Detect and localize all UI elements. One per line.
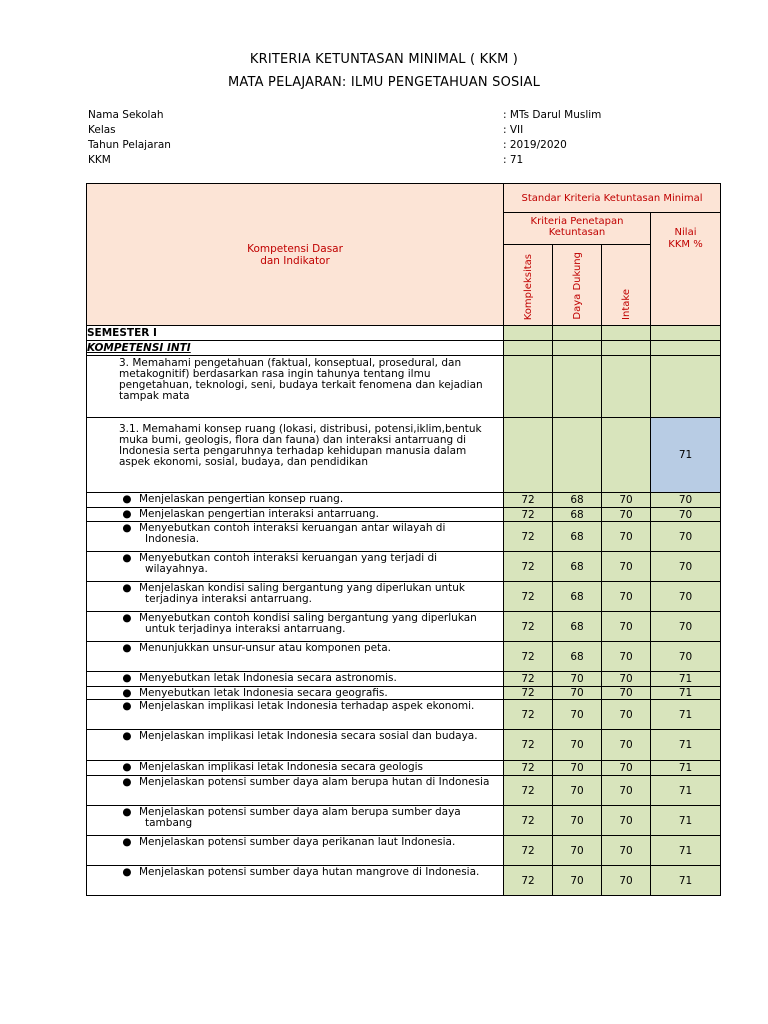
empty-cell bbox=[651, 341, 721, 356]
kompleksitas-value: 72 bbox=[504, 866, 553, 896]
kompleksitas-value: 72 bbox=[504, 730, 553, 761]
kompetensi-inti-label: KOMPETENSI INTI bbox=[87, 341, 504, 356]
nilai-kkm-value: 71 bbox=[651, 761, 721, 776]
indicator-text: Menyebutkan contoh interaksi keruangan yang terjadi di wilayahnya. bbox=[139, 552, 438, 575]
empty-cell bbox=[602, 326, 651, 341]
intake-value: 70 bbox=[602, 761, 651, 776]
indicator-text: Menunjukkan unsur-unsur atau komponen peta. bbox=[139, 642, 391, 654]
bullet-icon: ● bbox=[122, 508, 132, 520]
indicator-row bbox=[87, 776, 721, 806]
bullet-icon: ● bbox=[122, 582, 132, 594]
kd31-nilai: 71 bbox=[651, 418, 721, 493]
bullet-icon: ● bbox=[122, 776, 132, 788]
indicator-row bbox=[87, 672, 721, 687]
kompleksitas-value: 72 bbox=[504, 642, 553, 672]
kompleksitas-value: 72 bbox=[504, 552, 553, 582]
nilai-kkm-value: 71 bbox=[651, 672, 721, 687]
nilai-kkm-value: 70 bbox=[651, 493, 721, 508]
intake-value: 70 bbox=[602, 493, 651, 508]
nilai-kkm-value: 71 bbox=[651, 687, 721, 700]
indicator-text: Menjelaskan potensi sumber daya alam berupa sumber daya tambang bbox=[139, 806, 461, 829]
indicator-text-cell bbox=[87, 700, 504, 730]
empty-cell bbox=[651, 326, 721, 341]
indicator-text-cell bbox=[87, 806, 504, 836]
bullet-icon: ● bbox=[122, 866, 132, 878]
daya-dukung-value: 68 bbox=[553, 612, 602, 642]
info-label: KKM bbox=[88, 154, 111, 166]
intake-value: 70 bbox=[602, 672, 651, 687]
intake-value: 70 bbox=[602, 806, 651, 836]
daya-dukung-value: 70 bbox=[553, 866, 602, 896]
info-value: : 71 bbox=[503, 154, 524, 166]
indicator-row bbox=[87, 866, 721, 896]
info-value: : MTs Darul Muslim bbox=[503, 109, 602, 121]
document-subtitle: MATA PELAJARAN: ILMU PENGETAHUAN SOSIAL bbox=[227, 75, 541, 90]
info-value: : 2019/2020 bbox=[503, 139, 567, 151]
header-kompleksitas bbox=[504, 245, 553, 326]
indicator-text-cell bbox=[87, 836, 504, 866]
indicator-row bbox=[87, 730, 721, 761]
header-standar: Standar Kriteria Ketuntasan Minimal bbox=[504, 184, 721, 213]
daya-dukung-value: 70 bbox=[553, 730, 602, 761]
header-kompetensi-dasar bbox=[87, 184, 504, 326]
indicator-row bbox=[87, 508, 721, 522]
empty-cell bbox=[504, 326, 553, 341]
kompleksitas-value: 72 bbox=[504, 612, 553, 642]
intake-value: 70 bbox=[602, 642, 651, 672]
kd31-row bbox=[87, 418, 721, 493]
empty-cell bbox=[602, 341, 651, 356]
intake-value: 70 bbox=[602, 700, 651, 730]
header-kriteria bbox=[504, 213, 651, 245]
indicator-text-cell bbox=[87, 508, 504, 522]
indicator-row bbox=[87, 522, 721, 552]
intake-value: 70 bbox=[602, 508, 651, 522]
nilai-kkm-value: 70 bbox=[651, 552, 721, 582]
intake-value: 70 bbox=[602, 836, 651, 866]
indicator-text: Menjelaskan pengertian interaksi antarruang. bbox=[139, 508, 379, 520]
bullet-icon: ● bbox=[122, 700, 132, 712]
kompleksitas-value: 72 bbox=[504, 522, 553, 552]
indicator-text-cell bbox=[87, 730, 504, 761]
indicator-text-cell bbox=[87, 582, 504, 612]
daya-dukung-value: 70 bbox=[553, 687, 602, 700]
kompleksitas-value: 72 bbox=[504, 700, 553, 730]
header-kriteria-line2: Ketuntasan bbox=[548, 227, 606, 238]
kompleksitas-value: 72 bbox=[504, 776, 553, 806]
bullet-icon: ● bbox=[122, 687, 132, 699]
indicator-text-cell bbox=[87, 552, 504, 582]
bullet-icon: ● bbox=[122, 730, 132, 742]
empty-cell bbox=[553, 326, 602, 341]
indicator-text-cell bbox=[87, 642, 504, 672]
nilai-kkm-value: 70 bbox=[651, 582, 721, 612]
nilai-kkm-value: 71 bbox=[651, 866, 721, 896]
indicator-row bbox=[87, 700, 721, 730]
kompleksitas-value: 72 bbox=[504, 582, 553, 612]
bullet-icon: ● bbox=[122, 672, 132, 684]
nilai-kkm-value: 70 bbox=[651, 612, 721, 642]
intake-value: 70 bbox=[602, 687, 651, 700]
indicator-text: Menjelaskan potensi sumber daya alam berupa hutan di Indonesia bbox=[139, 776, 490, 788]
indicator-text-cell bbox=[87, 612, 504, 642]
indicator-text-cell bbox=[87, 493, 504, 508]
indicator-text: Menyebutkan letak Indonesia secara geografis. bbox=[139, 687, 388, 699]
nilai-kkm-value: 70 bbox=[651, 508, 721, 522]
indicator-text: Menjelaskan implikasi letak Indonesia terhadap aspek ekonomi. bbox=[139, 700, 475, 712]
header-nilai-kkm bbox=[651, 213, 721, 326]
kompleksitas-value: 72 bbox=[504, 687, 553, 700]
header-intake-label: Intake bbox=[620, 289, 632, 320]
intake-value: 70 bbox=[602, 552, 651, 582]
bullet-icon: ● bbox=[122, 552, 132, 564]
header-kriteria-line1: Kriteria Penetapan bbox=[530, 216, 624, 227]
indicator-text-cell bbox=[87, 672, 504, 687]
header-daya-dukung bbox=[553, 245, 602, 326]
daya-dukung-value: 68 bbox=[553, 508, 602, 522]
kompleksitas-value: 72 bbox=[504, 493, 553, 508]
intake-value: 70 bbox=[602, 612, 651, 642]
kompleksitas-value: 72 bbox=[504, 672, 553, 687]
indicator-text: Menyebutkan letak Indonesia secara astronomis. bbox=[139, 672, 397, 684]
intake-value: 70 bbox=[602, 582, 651, 612]
intake-value: 70 bbox=[602, 730, 651, 761]
kompetensi-inti-row bbox=[87, 341, 721, 356]
indicator-row bbox=[87, 642, 721, 672]
daya-dukung-value: 70 bbox=[553, 672, 602, 687]
ki3-text: 3. Memahami pengetahuan (faktual, konseptual, prosedural, dan metakognitif) berdasarkan rasa ingin tahunya tentang ilmu pengetahuan, teknologi, seni, budaya terkait fenomena dan kejadian tampak mata bbox=[87, 356, 504, 418]
daya-dukung-value: 68 bbox=[553, 642, 602, 672]
intake-value: 70 bbox=[602, 866, 651, 896]
indicator-text-cell bbox=[87, 776, 504, 806]
indicator-text-cell bbox=[87, 687, 504, 700]
nilai-kkm-value: 71 bbox=[651, 836, 721, 866]
bullet-icon: ● bbox=[122, 493, 132, 505]
kd31-text: 3.1. Memahami konsep ruang (lokasi, distribusi, potensi,iklim,bentuk muka bumi, geologis, flora dan fauna) dan interaksi antarruang di Indonesia serta pengaruhnya terhadap kehidupan manusia dalam aspek ekonomi, sosial, budaya, dan pendidikan bbox=[87, 418, 504, 493]
empty-cell bbox=[504, 356, 553, 418]
daya-dukung-value: 70 bbox=[553, 836, 602, 866]
header-kd-line2: dan Indikator bbox=[260, 254, 330, 267]
indicator-row bbox=[87, 552, 721, 582]
intake-value: 70 bbox=[602, 522, 651, 552]
bullet-icon: ● bbox=[122, 522, 132, 534]
indicator-row bbox=[87, 836, 721, 866]
daya-dukung-value: 68 bbox=[553, 552, 602, 582]
semester-label: SEMESTER I bbox=[87, 326, 504, 341]
indicator-text: Menjelaskan potensi sumber daya hutan mangrove di Indonesia. bbox=[139, 866, 480, 878]
indicator-row bbox=[87, 687, 721, 700]
bullet-icon: ● bbox=[122, 642, 132, 654]
nilai-kkm-value: 71 bbox=[651, 776, 721, 806]
indicator-text-cell bbox=[87, 761, 504, 776]
document-title: KRITERIA KETUNTASAN MINIMAL ( KKM ) bbox=[249, 52, 519, 67]
nilai-kkm-value: 71 bbox=[651, 730, 721, 761]
kompleksitas-value: 72 bbox=[504, 836, 553, 866]
empty-cell bbox=[602, 356, 651, 418]
daya-dukung-value: 70 bbox=[553, 700, 602, 730]
kkm-table bbox=[86, 183, 721, 896]
indicator-text: Menjelaskan implikasi letak Indonesia secara sosial dan budaya. bbox=[139, 730, 478, 742]
kompleksitas-value: 72 bbox=[504, 508, 553, 522]
semester-row bbox=[87, 326, 721, 341]
empty-cell bbox=[553, 418, 602, 493]
info-label: Tahun Pelajaran bbox=[88, 139, 171, 151]
ki3-row bbox=[87, 356, 721, 418]
daya-dukung-value: 68 bbox=[553, 522, 602, 552]
bullet-icon: ● bbox=[122, 836, 132, 848]
nilai-kkm-value: 70 bbox=[651, 642, 721, 672]
indicator-text: Menjelaskan potensi sumber daya perikanan laut Indonesia. bbox=[139, 836, 456, 848]
daya-dukung-value: 70 bbox=[553, 761, 602, 776]
header-nilai-line1: Nilai bbox=[674, 227, 697, 238]
info-value: : VII bbox=[503, 124, 524, 136]
indicator-text: Menjelaskan kondisi saling bergantung yang diperlukan untuk terjadinya interaksi antarruang. bbox=[139, 582, 466, 605]
header-intake bbox=[602, 245, 651, 326]
empty-cell bbox=[602, 418, 651, 493]
indicator-text-cell bbox=[87, 866, 504, 896]
header-daya-dukung-label: Daya Dukung bbox=[571, 252, 583, 320]
bullet-icon: ● bbox=[122, 806, 132, 818]
indicator-row bbox=[87, 493, 721, 508]
header-kompleksitas-label: Kompleksitas bbox=[522, 253, 534, 320]
empty-cell bbox=[504, 418, 553, 493]
empty-cell bbox=[651, 356, 721, 418]
nilai-kkm-value: 71 bbox=[651, 700, 721, 730]
empty-cell bbox=[553, 356, 602, 418]
indicator-text: Menjelaskan implikasi letak Indonesia secara geologis bbox=[139, 761, 424, 773]
daya-dukung-value: 68 bbox=[553, 582, 602, 612]
kompleksitas-value: 72 bbox=[504, 761, 553, 776]
header-nilai-line2: KKM % bbox=[668, 239, 703, 250]
indicator-row bbox=[87, 612, 721, 642]
bullet-icon: ● bbox=[122, 612, 132, 624]
indicator-row bbox=[87, 761, 721, 776]
nilai-kkm-value: 70 bbox=[651, 522, 721, 552]
nilai-kkm-value: 71 bbox=[651, 806, 721, 836]
empty-cell bbox=[504, 341, 553, 356]
indicator-row bbox=[87, 806, 721, 836]
indicator-text: Menyebutkan contoh kondisi saling bergantung yang diperlukan untuk terjadinya interaksi antarruang. bbox=[139, 612, 477, 635]
daya-dukung-value: 70 bbox=[553, 806, 602, 836]
daya-dukung-value: 68 bbox=[553, 493, 602, 508]
indicator-text: Menjelaskan pengertian konsep ruang. bbox=[139, 493, 344, 505]
intake-value: 70 bbox=[602, 776, 651, 806]
bullet-icon: ● bbox=[122, 761, 132, 773]
header-kd-line1: Kompetensi Dasar bbox=[247, 242, 343, 255]
indicator-row bbox=[87, 582, 721, 612]
indicator-text: Menyebutkan contoh interaksi keruangan antar wilayah di Indonesia. bbox=[139, 522, 446, 545]
info-label: Kelas bbox=[88, 124, 116, 136]
indicator-text-cell bbox=[87, 522, 504, 552]
daya-dukung-value: 70 bbox=[553, 776, 602, 806]
empty-cell bbox=[553, 341, 602, 356]
info-label: Nama Sekolah bbox=[88, 109, 164, 121]
kompleksitas-value: 72 bbox=[504, 806, 553, 836]
